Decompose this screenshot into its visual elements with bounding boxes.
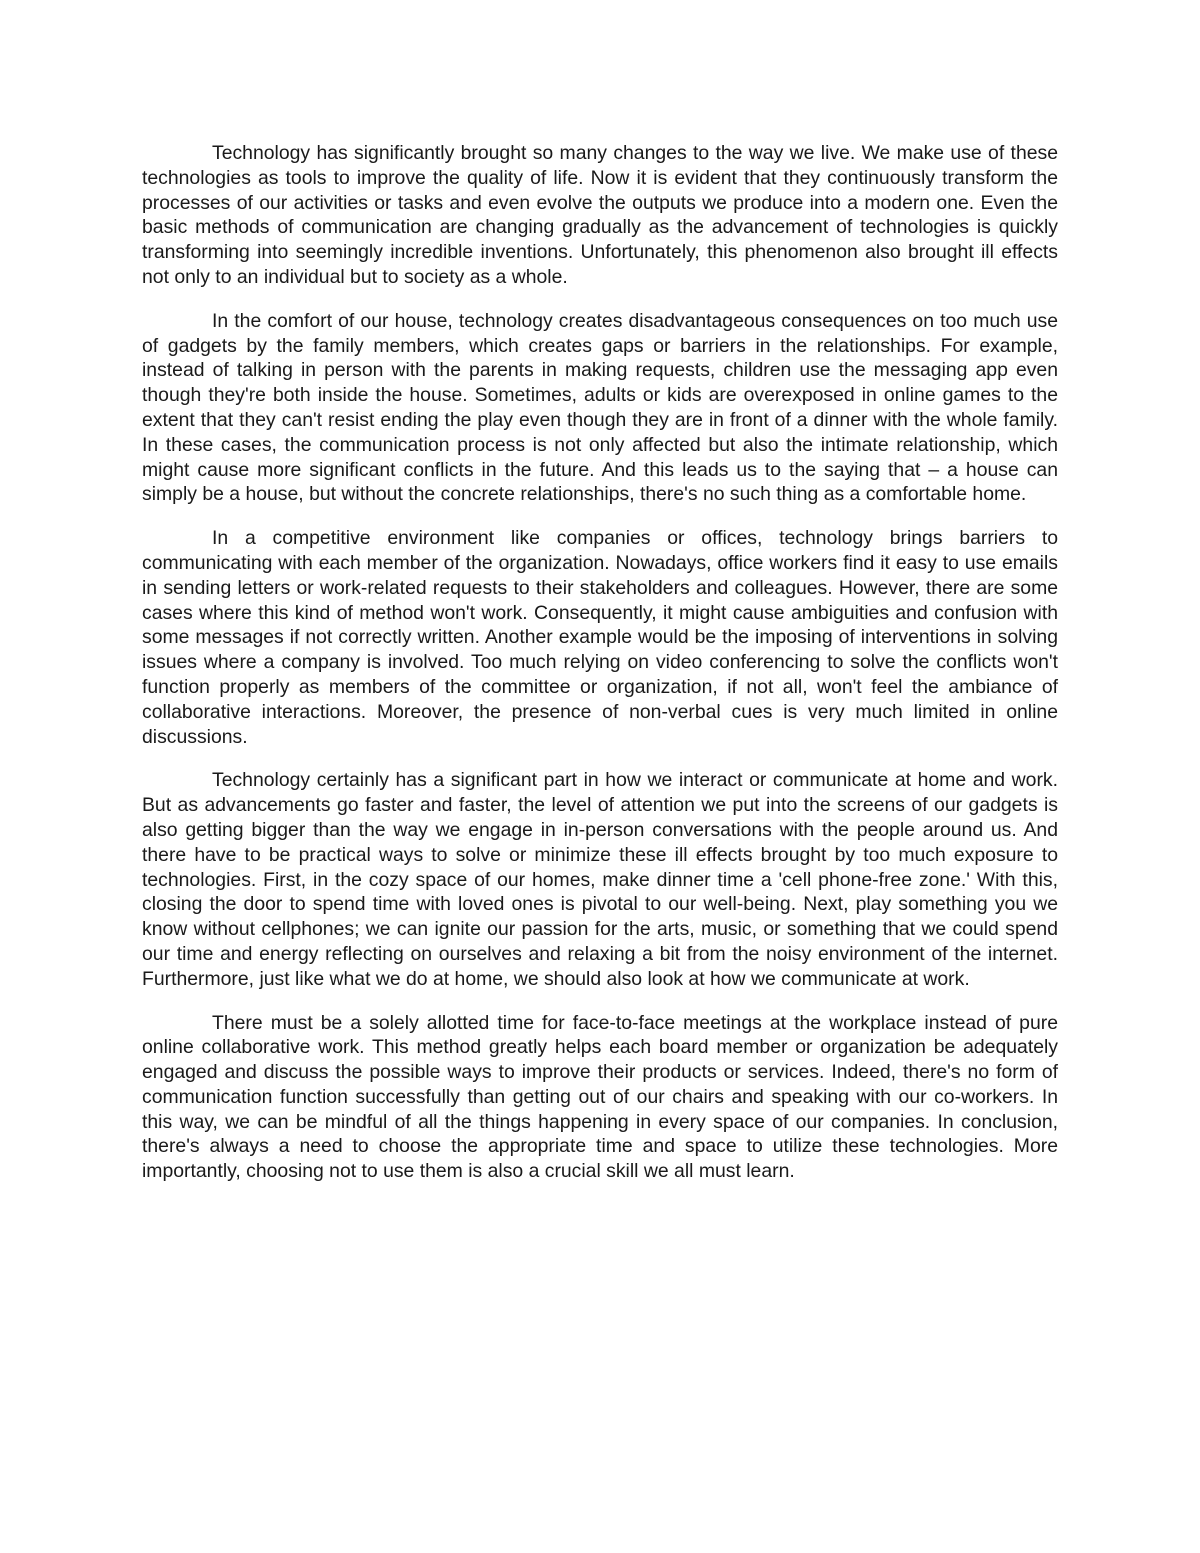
paragraph-2: In the comfort of our house, technology creates disadvantageous consequences on too much use of gadgets by the family members, which creates gaps or barriers in the relationships. For example, instead of talking in person with the parents in making requests, children use the messaging app even though they're both inside the house. Sometimes, adults or kids are overexposed in online games to the extent that they can't resist ending the play even though they are in front of a dinner with the whole family. In these cases, the communication process is not only affected but also the intimate relationship, which might cause more significant conflicts in the future. And this leads us to the saying that – a house can simply be a house, but without the concrete relationships, there's no such thing as a comfortable home.	[142, 309, 1058, 506]
paragraph-1: Technology has significantly brought so many changes to the way we live. We make use of these technologies as tools to improve the quality of life. Now it is evident that they continuously transform the processes of our activities or tasks and even evolve the outputs we produce into a modern one. Even the basic methods of communication are changing gradually as the advancement of technologies is quickly transforming into seemingly incredible inventions. Unfortunately, this phenomenon also brought ill effects not only to an individual but to society as a whole.	[142, 142, 1058, 288]
essay-body	[142, 141, 1058, 1203]
paragraph-5: There must be a solely allotted time for face-to-face meetings at the workplace instead of pure online collaborative work. This method greatly helps each board member or organization be adequately engaged and discuss the possible ways to improve their products or services. Indeed, there's no form of communication function successfully than getting out of our chairs and speaking with our co-workers. In this way, we can be mindful of all the things happening in every space of our companies. In conclusion, there's always a need to choose the appropriate time and space to utilize these technologies. More importantly, choosing not to use them is also a crucial skill we all must learn.	[142, 1011, 1058, 1183]
paragraph-4: Technology certainly has a significant part in how we interact or communicate at home and work. But as advancements go faster and faster, the level of attention we put into the screens of our gadgets is also getting bigger than the way we engage in in-person conversations with the people around us. And there have to be practical ways to solve or minimize these ill effects brought by too much exposure to technologies. First, in the cozy space of our homes, make dinner time a 'cell phone-free zone.' With this, closing the door to spend time with loved ones is pivotal to our well-being. Next, play something you we know without cellphones; we can ignite our passion for the arts, music, or something that we could spend our time and energy reflecting on ourselves and relaxing a bit from the noisy environment of the internet. Furthermore, just like what we do at home, we should also look at how we communicate at work.	[142, 769, 1058, 990]
paragraph-3: In a competitive environment like companies or offices, technology brings barriers to communicating with each member of the organization. Nowadays, office workers find it easy to use emails in sending letters or work-related requests to their stakeholders and colleagues. However, there are some cases where this kind of method won't work. Consequently, it might cause ambiguities and confusion with some messages if not correctly written. Another example would be the imposing of interventions in solving issues where a company is involved. Too much relying on video conferencing to solve the conflicts won't function properly as members of the committee or organization, if not all, won't feel the ambiance of collaborative interactions. Moreover, the presence of non-verbal cues is very much limited in online discussions.	[142, 527, 1058, 748]
